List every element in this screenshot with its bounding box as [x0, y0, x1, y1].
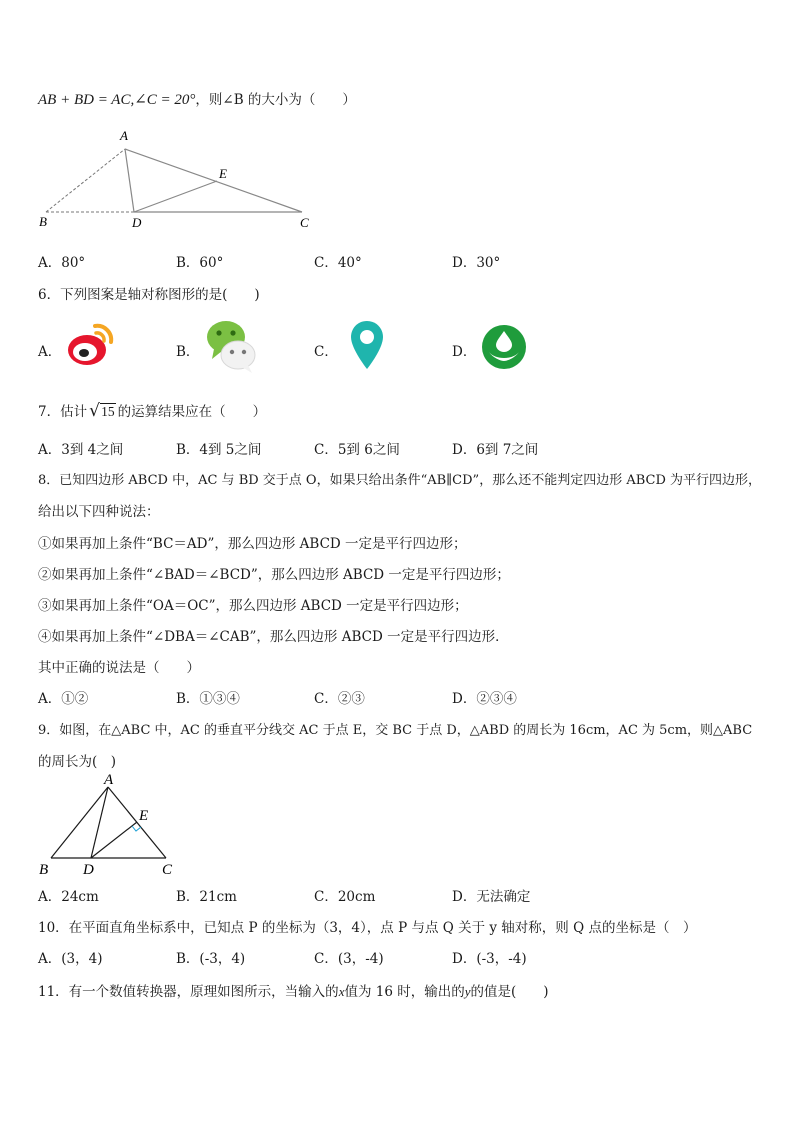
q8-statement-3: ③如果再加上条件“OA＝OC”，那么四边形 ABCD 一定是平行四边形； — [38, 598, 468, 614]
q5-label-c: C — [300, 215, 309, 230]
q7-option-c: C．5到 6之间 — [314, 442, 400, 458]
q9-option-b: B．21cm — [176, 889, 237, 905]
q5-label-b: B — [39, 214, 47, 229]
q9-label-a: A — [104, 772, 114, 788]
q10-option-d: D．(-3，-4) — [452, 951, 527, 967]
q8-question: 其中正确的说法是（ ） — [38, 660, 200, 676]
q5-label-e: E — [219, 166, 227, 181]
q9-label-e: E — [139, 808, 149, 824]
q8-option-b: B．①③④ — [176, 691, 240, 707]
q9-stem-line2: 的周长为( ) — [38, 754, 117, 770]
q9-label-c: C — [162, 862, 173, 878]
q10-option-b: B．(-3，4) — [176, 951, 246, 967]
water-drop-icon — [481, 324, 527, 370]
q8-stem-line1: 8．已知四边形 ABCD 中，AC 与 BD 交于点 O，如果只给出条件“AB∥CD”，那么还不能判定四边形 ABCD 为平行四边形， — [38, 473, 762, 488]
q9-label-b: B — [39, 862, 49, 878]
q9-stem-line1: 9．如图，在△ABC 中，AC 的垂直平分线交 AC 于点 E，交 BC 于点 D，△ABD 的周长为 16cm，AC 为 5cm，则△ABC — [38, 723, 753, 738]
q8-option-d: D．②③④ — [452, 691, 517, 707]
q5-label-a: A — [120, 128, 128, 143]
q10-stem: 10．在平面直角坐标系中，已知点 P 的坐标为（3，4），点 P 与点 Q 关于 y 轴对称，则 Q 点的坐标是（ ） — [38, 920, 697, 936]
q9-option-d: D．无法确定 — [452, 889, 531, 905]
q10-option-a: A．(3，4) — [38, 951, 103, 967]
q5-option-a: A．80° — [38, 255, 86, 271]
weibo-icon — [65, 318, 117, 370]
q9-figure — [36, 770, 186, 880]
q8-stem-line2: 给出以下四种说法： — [38, 504, 160, 520]
q6-stem: 6．下列图案是轴对称图形的是( ) — [38, 287, 260, 303]
q5-figure — [36, 128, 326, 232]
location-pin-icon — [349, 319, 385, 371]
q5-formula: AB + BD = AC,∠C = 20° — [38, 92, 196, 108]
q11-stem: 11．有一个数值转换器，原理如图所示，当输入的x值为 16 时，输出的y的值是( ) — [38, 984, 549, 1000]
q5-option-b: B．60° — [176, 255, 224, 271]
q5-option-c: C．40° — [314, 255, 362, 271]
q8-statement-4: ④如果再加上条件“∠DBA＝∠CAB”，那么四边形 ABCD 一定是平行四边形． — [38, 629, 509, 645]
q9-option-a: A．24cm — [38, 889, 99, 905]
q5-label-d: D — [132, 215, 142, 230]
q7-stem: 7．估计 √ 15 的运算结果应在（ ） — [38, 401, 267, 421]
q6-option-c-letter: C． — [314, 344, 338, 360]
q8-statement-2: ②如果再加上条件“∠BAD＝∠BCD”，那么四边形 ABCD 一定是平行四边形； — [38, 567, 510, 583]
q7-option-d: D．6到 7之间 — [452, 442, 539, 458]
q9-label-d: D — [83, 862, 94, 878]
wechat-icon — [204, 317, 258, 375]
q7-option-b: B．4到 5之间 — [176, 442, 262, 458]
q7-option-a: A．3到 4之间 — [38, 442, 124, 458]
q8-option-a: A．①② — [38, 691, 89, 707]
q9-option-c: C．20cm — [314, 889, 376, 905]
q6-option-a-letter: A． — [38, 344, 62, 360]
q8-statement-1: ①如果再加上条件“BC＝AD”，那么四边形 ABCD 一定是平行四边形； — [38, 536, 467, 552]
q5-stem-tail: ，则∠B 的大小为（ ） — [195, 92, 356, 108]
q6-option-b-letter: B． — [176, 344, 200, 360]
q8-option-c: C．②③ — [314, 691, 365, 707]
q6-option-d-letter: D． — [452, 344, 477, 360]
sqrt-symbol: √ 15 — [89, 401, 115, 421]
q5-stem — [38, 88, 356, 109]
q10-option-c: C．(3，-4) — [314, 951, 384, 967]
q5-option-d: D．30° — [452, 255, 501, 271]
